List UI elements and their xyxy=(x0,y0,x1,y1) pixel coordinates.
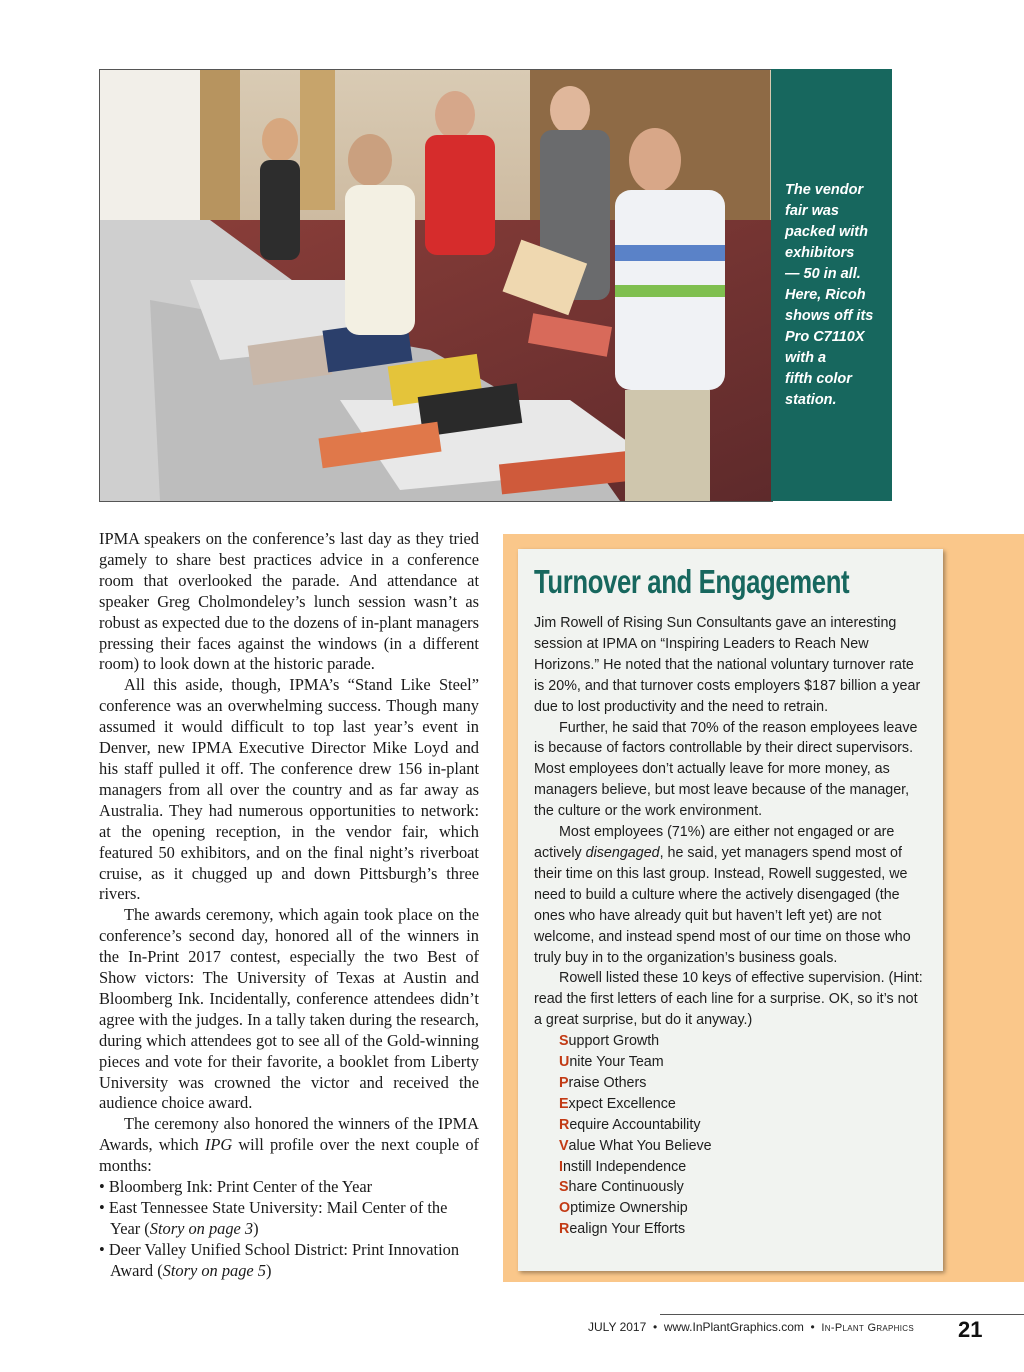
caption-line: station. xyxy=(785,392,837,408)
page-footer xyxy=(588,1320,988,1334)
award-text: • Bloomberg Ink: Print Center of the Year xyxy=(99,1177,373,1197)
key-rest: equire Accountability xyxy=(569,1116,701,1133)
sidebar-paragraph: Further, he said that 70% of the reason employees leave is because of factors controllable by their direct supervisors. Most employees don’t actually leave for more money, as managers believe, but most leave because of the manager, the culture or the work environment. xyxy=(534,719,918,820)
key-item xyxy=(559,1052,928,1073)
award-text: • East Tennessee State University: Mail Center of the Year ( xyxy=(99,1198,448,1238)
footer-date: JULY 2017 xyxy=(588,1320,647,1334)
text-run: The ceremony also honored the winners of the IPMA Awards, which xyxy=(99,1114,479,1155)
award-item xyxy=(99,1177,479,1198)
key-initial: V xyxy=(559,1137,569,1154)
photo-caption xyxy=(785,180,881,411)
award-close: ) xyxy=(266,1260,272,1280)
key-rest: ptimize Ownership xyxy=(570,1200,688,1217)
key-rest: alue What You Believe xyxy=(568,1137,712,1154)
key-initial: P xyxy=(559,1074,569,1091)
caption-line: exhibitors xyxy=(785,245,855,261)
key-item xyxy=(559,1115,928,1136)
sidebar-paragraph: Jim Rowell of Rising Sun Consultants gave an interesting session at IPMA on “Inspiring Leaders to Reach New Horizons.” He noted that the national voluntary turnover rate is 20%, and that turnover costs employers $187 billion a year due to lost productivity and the need to retrain. xyxy=(534,615,921,715)
text-run: will profile over the next couple of months: xyxy=(99,1135,479,1176)
award-item xyxy=(99,1240,479,1282)
caption-line: with a xyxy=(785,350,827,366)
sidebar-paragraph: Rowell listed these 10 keys of effective supervision. (Hint: read the first letters of each line for a surprise. OK, so it’s not a great surprise, but do it anyway.) xyxy=(534,970,923,1029)
article-paragraph: All this aside, though, IPMA’s “Stand Like Steel” conference was an overwhelming success. Though many assumed it would difficult to top last year’s event in Denver, new IPMA Executive Director Mike Loyd and his staff pulled it off. The conference drew 156 in-plant managers from all over the country and as far away as Australia. They had numerous opportunities to network: at the opening reception, in the vendor fair, which featured 50 exhibitors, and on the final night’s riverboat cruise, as it chugged up and down Pittsburgh’s three rivers. xyxy=(99,675,479,904)
caption-line: packed with xyxy=(785,224,868,240)
photo-illustration xyxy=(100,70,772,501)
article-column xyxy=(99,529,479,1282)
caption-line: The vendor xyxy=(785,182,864,198)
supervision-keys-list xyxy=(534,1031,928,1240)
key-rest: nite Your Team xyxy=(569,1054,664,1071)
key-rest: xpect Excellence xyxy=(568,1095,676,1112)
article-paragraph: The awards ceremony, which again took place on the conference’s second day, honored all of the winners in the In-Print 2017 contest, especially the two Best of Show victors: The University of Texas at Austin and Bloomberg Ink. Incidentally, conference attendees didn’t agree with the judges. In a tally taken during the research, during which attendees got to see all of the Gold-winning pieces and vote for their favorite, a booklet from Liberty University was crowned the victor and received the audience choice award. xyxy=(99,905,479,1113)
key-initial: E xyxy=(559,1095,569,1112)
key-item xyxy=(559,1177,928,1198)
key-initial: R xyxy=(559,1221,570,1238)
key-item xyxy=(559,1073,928,1094)
key-initial: U xyxy=(559,1054,570,1071)
key-initial: O xyxy=(559,1200,571,1217)
awards-list xyxy=(99,1177,479,1282)
conference-photo xyxy=(99,69,773,502)
key-initial: I xyxy=(559,1158,563,1175)
caption-line: — 50 in all. xyxy=(785,266,861,282)
text-run: Most employees (71%) are either not engaged or are actively xyxy=(534,824,895,861)
caption-line: shows off its xyxy=(785,308,874,324)
key-initial: S xyxy=(559,1179,569,1196)
sidebar-body xyxy=(534,613,928,1240)
key-rest: nstill Independence xyxy=(562,1158,687,1175)
article-paragraph xyxy=(99,1114,479,1177)
footer-url[interactable]: www.InPlantGraphics.com xyxy=(663,1320,804,1334)
story-reference: Story on page 5 xyxy=(162,1260,266,1280)
key-item xyxy=(559,1094,928,1115)
story-reference: Story on page 3 xyxy=(149,1218,254,1238)
caption-line: fifth color xyxy=(785,371,852,387)
key-item xyxy=(559,1157,928,1178)
footer-separator: • xyxy=(652,1320,658,1334)
award-close: ) xyxy=(253,1218,259,1238)
key-rest: ealign Your Efforts xyxy=(569,1221,686,1238)
footer-separator: • xyxy=(810,1320,815,1334)
key-initial: R xyxy=(559,1116,570,1133)
footer-rule xyxy=(660,1314,1024,1315)
article-paragraph: IPMA speakers on the conference’s last day as they tried gamely to share best practices advice in a conference room that overlooked the parade. And attendance at speaker Greg Cholmondeley’s lunch session wasn’t as robust as expected due to the dozens of in-plant managers pressing their faces against the windows (in a different room) to look down at the historic parade. xyxy=(99,529,479,674)
key-rest: upport Growth xyxy=(568,1033,660,1050)
footer-publication: In-Plant Graphics xyxy=(821,1322,914,1334)
text-run: , he said, yet managers spend most of their time on this last group. Instead, Rowell suggested, we need to build a culture where the actively disengaged (the ones who have already quit but haven’t left yet) are not welcome, and instead spend most of our time on those who truly buy in to the organization’s business goals. xyxy=(534,844,911,966)
page-number: 21 xyxy=(958,1317,983,1342)
key-item xyxy=(559,1219,928,1240)
key-rest: raise Others xyxy=(568,1074,647,1091)
award-item xyxy=(99,1198,479,1240)
ipg-italic: IPG xyxy=(204,1135,233,1155)
sidebar-title: Turnover and Engagement xyxy=(534,563,850,600)
key-item xyxy=(559,1198,928,1219)
key-item xyxy=(559,1031,928,1052)
disengaged-italic: disengaged xyxy=(585,844,660,861)
key-item xyxy=(559,1136,928,1157)
key-initial: S xyxy=(559,1033,569,1050)
key-rest: hare Continuously xyxy=(568,1179,684,1196)
award-text: • Deer Valley Unified School District: Print Innovation Award ( xyxy=(99,1239,460,1280)
caption-line: fair was xyxy=(785,203,839,219)
caption-line: Here, Ricoh xyxy=(785,287,866,303)
sidebar-paragraph xyxy=(534,822,928,968)
caption-line: Pro C7110X xyxy=(785,329,865,345)
